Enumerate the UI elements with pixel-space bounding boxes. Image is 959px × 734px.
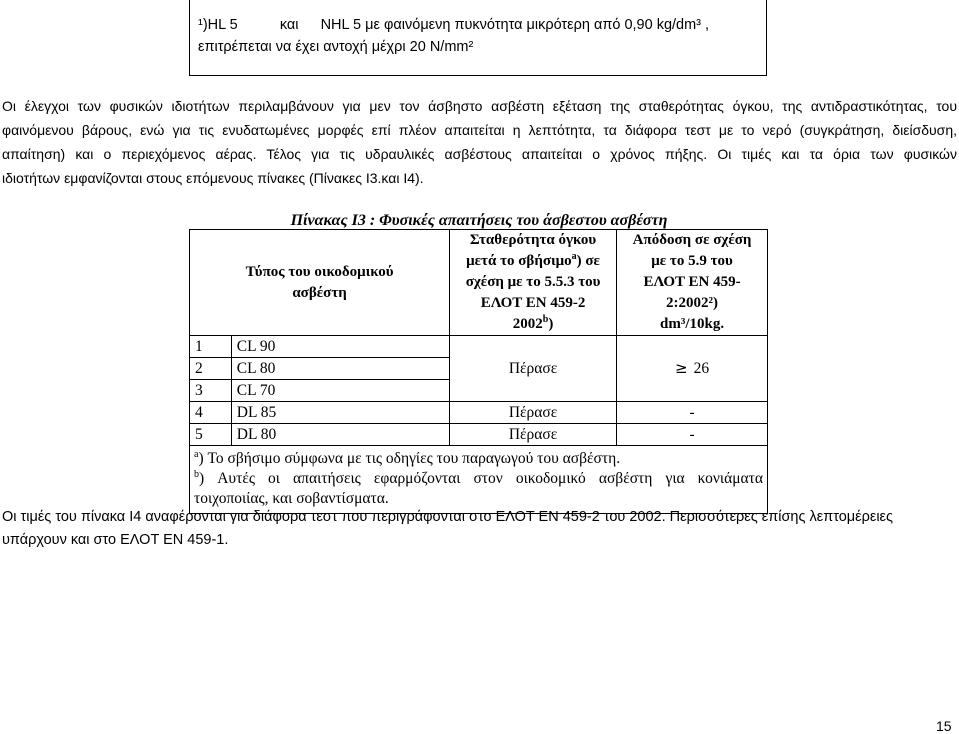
row-number: 1 bbox=[190, 336, 232, 358]
row-soundness: Πέρασε bbox=[450, 402, 617, 424]
physical-requirements-table bbox=[189, 229, 768, 514]
header-soundness bbox=[450, 230, 617, 336]
header-soundness-l2: μετά το σβήσιμο bbox=[466, 253, 572, 269]
table-header-row bbox=[190, 230, 768, 336]
sup-b: b bbox=[542, 314, 549, 325]
cl-yield-value bbox=[617, 336, 768, 402]
footnote-a bbox=[194, 449, 763, 469]
table-footnote-row bbox=[190, 446, 768, 514]
header-yield-l4: 2:2002²) bbox=[666, 295, 719, 311]
footnote-b-line-2: τοιχοποιίας, και σοβαντίσματα. bbox=[194, 490, 389, 507]
footnote-a-text: ) Το σβήσιμο σύμφωνα με τις οδηγίες του παραγωγού του ασβέστη. bbox=[198, 450, 621, 467]
row-lime-type: DL 85 bbox=[231, 402, 449, 424]
yield-number: 26 bbox=[693, 360, 710, 377]
sup-a: a bbox=[571, 251, 577, 262]
cl-soundness-value: Πέρασε bbox=[450, 336, 617, 402]
note-nhl5: NHL 5 με φαινόμενη πυκνότητα μικρότερη από 0,90 kg/dm³ , bbox=[320, 17, 710, 33]
header-yield-l3: ΕΛΟΤ ΕΝ 459- bbox=[643, 274, 741, 290]
header-soundness-l5b: ) bbox=[548, 316, 554, 332]
row-lime-type: CL 80 bbox=[231, 358, 449, 380]
note-line-2: επιτρέπεται να έχει αντοχή μέχρι 20 N/mm² bbox=[198, 39, 474, 55]
row-lime-type: CL 90 bbox=[231, 336, 449, 358]
header-soundness-l2b: ) σε bbox=[576, 253, 600, 269]
outro-paragraph bbox=[2, 506, 957, 552]
row-lime-type: DL 80 bbox=[231, 424, 449, 446]
row-number: 2 bbox=[190, 358, 232, 380]
header-yield bbox=[617, 230, 768, 336]
table-caption: Πίνακας Ι3 : Φυσικές απαιτήσεις του άσβεστου ασβέστη bbox=[290, 212, 668, 229]
table-row bbox=[190, 424, 768, 446]
header-type-text: Τύπος του οικοδομικού ασβέστη bbox=[245, 263, 394, 301]
header-soundness-l4: ΕΛΟΤ ΕΝ 459-2 bbox=[480, 295, 586, 311]
greater-equal-symbol: ≥ bbox=[675, 359, 688, 377]
footnote-b-line-1 bbox=[194, 469, 763, 489]
footnote-a-marker: a bbox=[194, 448, 199, 460]
table-footnotes bbox=[190, 446, 768, 514]
intro-line-1: Οι έλεγχοι των φυσικών ιδιοτήτων περιλαμβάνουν για μεν τον άσβηστο ασβέστη εξέταση της σταθερότητας όγκου, της αντιδραστικότητας, του bbox=[2, 98, 957, 114]
header-yield-l2: με το 5.9 του bbox=[651, 253, 733, 269]
row-lime-type: CL 70 bbox=[231, 380, 449, 402]
table-row bbox=[190, 336, 768, 358]
outro-line-2: υπάρχουν και στο ΕΛΟΤ ΕΝ 459-1. bbox=[2, 532, 229, 548]
note-and: και bbox=[279, 17, 299, 33]
row-number: 5 bbox=[190, 424, 232, 446]
note-hl5: ¹)HL 5 bbox=[198, 17, 238, 33]
row-number: 4 bbox=[190, 402, 232, 424]
header-soundness-l5: 2002 bbox=[512, 316, 543, 332]
header-lime-type bbox=[190, 230, 450, 336]
header-soundness-l1: Σταθερότητα όγκου bbox=[469, 232, 597, 248]
note-line-1 bbox=[198, 14, 766, 36]
intro-line-4: ιδιοτήτων εμφανίζονται στους επόμενους πίνακες (Πίνακες Ι3.και Ι4). bbox=[2, 170, 424, 186]
header-yield-l1: Απόδοση σε σχέση bbox=[632, 232, 752, 248]
row-yield: - bbox=[617, 424, 768, 446]
table-row bbox=[190, 402, 768, 424]
header-yield-l5: dm³/10kg. bbox=[659, 316, 725, 332]
intro-line-3: απαίτηση) και ο περιεχόμενος αέρας. Τέλος για τις υδραυλικές ασβέστους απαιτείται ο χρόνος πήξης. Οι τιμές και τα όρια των φυσικών bbox=[2, 146, 957, 162]
intro-paragraph bbox=[2, 94, 957, 190]
page-number: 15 bbox=[936, 718, 952, 734]
footnote-b-text-1: ) Αυτές οι απαιτήσεις εφαρμόζονται στον οικοδομικό ασβέστη για κονιάματα bbox=[199, 470, 763, 487]
row-number: 3 bbox=[190, 380, 232, 402]
footnote-note-box bbox=[189, 0, 767, 76]
intro-line-2: φαινόμενου βάρους, ενώ για τις ενυδατωμένες μορφές επί πλέον απαιτείται η λεπτότητα, τα διάφορα τεστ με το νερό (συγκράτηση, διείσδυση, bbox=[2, 122, 957, 138]
header-soundness-l3: σχέση με το 5.5.3 του bbox=[465, 274, 601, 290]
outro-line-1: Οι τιμές του πίνακα Ι4 αναφέρονται για διάφορα τεστ που περιγράφονται στο ΕΛΟΤ ΕΝ 459-2 του 2002. Περισσότερες επίσης λεπτομέρειες bbox=[2, 509, 893, 525]
footnote-b-marker: b bbox=[194, 468, 199, 480]
row-yield: - bbox=[617, 402, 768, 424]
row-soundness: Πέρασε bbox=[450, 424, 617, 446]
